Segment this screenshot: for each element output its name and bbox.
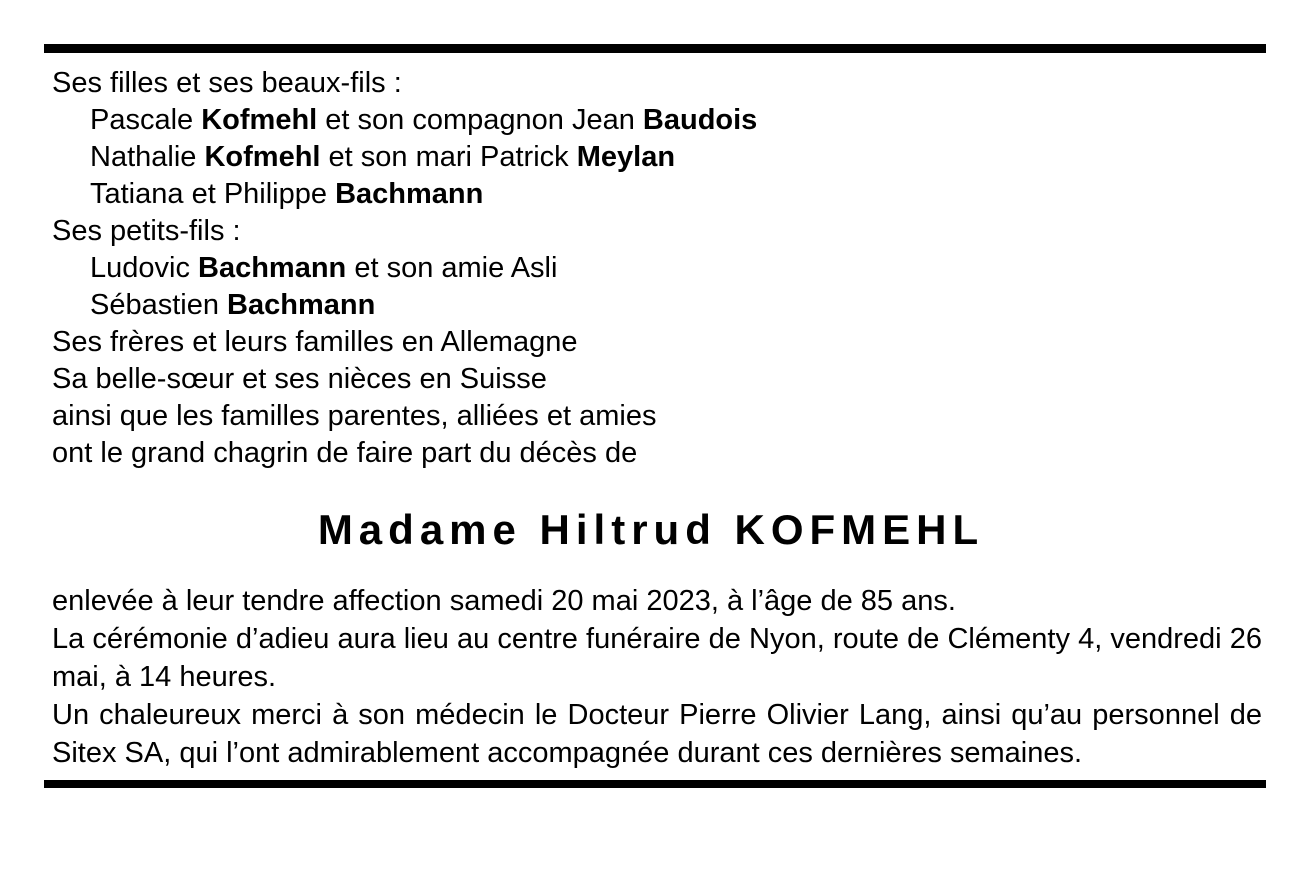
bottom-divider <box>44 780 1266 788</box>
person-surname: Kofmehl <box>201 104 318 136</box>
paragraph-thanks: Un chaleureux merci à son médecin le Docteur Pierre Olivier Lang, ainsi qu’au personnel de Sitex SA, qui l’ont admirablement accompagnée durant ces dernières semaines. <box>52 699 1262 769</box>
person-middle: et son mari Patrick <box>320 141 577 173</box>
announcement-line: ont le grand chagrin de faire part du décès de <box>52 437 638 469</box>
person-surname: Bachmann <box>198 252 347 284</box>
partner-surname: Baudois <box>642 104 758 136</box>
person-prefix: Tatiana et Philippe <box>90 178 336 210</box>
person-surname: Bachmann <box>227 289 376 321</box>
top-divider <box>44 44 1266 53</box>
person-prefix: Ludovic <box>90 252 199 284</box>
list-item <box>44 102 1266 139</box>
paragraph-age <box>44 582 1266 620</box>
partner-surname: Meylan <box>576 141 676 173</box>
death-notice <box>44 44 1266 788</box>
list-item <box>44 287 1266 324</box>
paragraph-age-text: enlevée à leur tendre affection samedi 20 mai 2023, à l’âge de 85 ans. <box>52 585 956 617</box>
person-prefix: Sébastien <box>90 289 228 321</box>
paragraph-ceremony: La cérémonie d’adieu aura lieu au centre funéraire de Nyon, route de Clémenty 4, vendredi 26 mai, à 14 heures. <box>52 623 1262 693</box>
relatives-line-1: Ses frères et leurs familles en Allemagne <box>52 326 578 358</box>
person-surname: Bachmann <box>335 178 484 210</box>
person-middle: et son amie Asli <box>346 252 558 284</box>
daughters-heading: Ses filles et ses beaux-fils : <box>52 67 402 99</box>
relatives-line-2: Sa belle-sœur et ses nièces en Suisse <box>52 363 547 395</box>
relatives-line-3: ainsi que les familles parentes, alliées et amies <box>52 400 657 432</box>
grandsons-heading: Ses petits-fils : <box>52 215 241 247</box>
person-prefix: Pascale <box>90 104 202 136</box>
deceased-name: Madame Hiltrud KOFMEHL <box>317 506 985 553</box>
list-item <box>44 139 1266 176</box>
list-item <box>44 176 1266 213</box>
person-middle: et son compagnon Jean <box>317 104 643 136</box>
list-item <box>44 250 1266 287</box>
person-surname: Kofmehl <box>204 141 321 173</box>
person-prefix: Nathalie <box>90 141 205 173</box>
family-intro-block <box>44 53 1266 472</box>
